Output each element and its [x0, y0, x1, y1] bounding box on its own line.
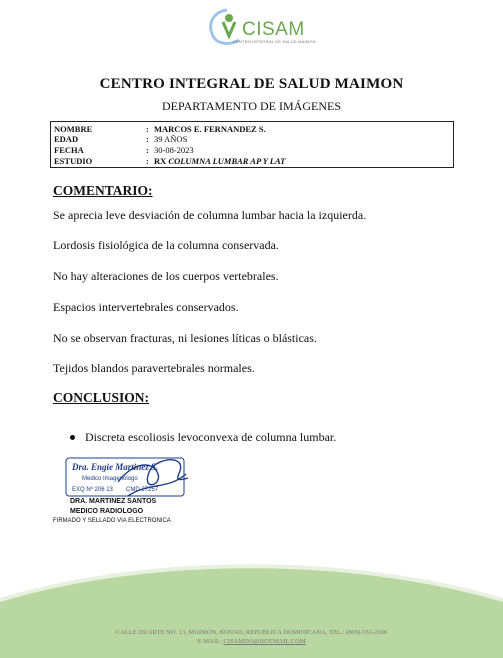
- nombre-value: MARCOS E. FERNANDEZ S.: [154, 124, 266, 134]
- estudio-value: [154, 156, 285, 166]
- stamp-cmd: CMD 27257: [126, 487, 159, 493]
- footer-email-line: [0, 638, 503, 645]
- footer-email[interactable]: CISAMDO@HOTMAIL.COM: [223, 638, 306, 645]
- comentario-line: Tejidos blandos paravertebrales normales.: [53, 361, 255, 375]
- separator: :: [146, 156, 149, 166]
- comentario-line: Espacios intervertebrales conservados.: [53, 300, 239, 314]
- cisam-logo: [205, 6, 325, 48]
- page-title: CENTRO INTEGRAL DE SALUD MAIMON: [99, 76, 404, 92]
- fecha-value: 30-08-2023: [154, 145, 194, 155]
- nombre-label: NOMBRE: [54, 124, 93, 134]
- bullet-icon: [70, 435, 75, 440]
- signature-note: FIRMADO Y SELLADO VIA ELECTRONICA: [53, 518, 171, 524]
- logo-subtitle: CENTRO INTEGRAL DE SALUD MAIMON: [233, 39, 316, 44]
- footer-address: CALLE DUARTE NO. 13, MAIMÓN, BONAO, REPUBLICA DOMINICANA, TEL.: (809)-551-2196: [115, 629, 388, 636]
- stamp-exq: EXQ Nº 206 13: [72, 487, 113, 493]
- separator: :: [146, 134, 149, 144]
- estudio-label: ESTUDIO: [54, 156, 93, 166]
- signer-title: MEDICO RADIOLOGO: [70, 508, 144, 515]
- signer-block: [70, 497, 156, 517]
- conclusion-heading: CONCLUSION:: [53, 390, 150, 405]
- estudio-prefix: RX: [154, 156, 167, 166]
- edad-label: EDAD: [54, 134, 79, 144]
- comentario-line: No hay alteraciones de los cuerpos vertebrales.: [53, 269, 279, 283]
- separator: :: [146, 145, 149, 155]
- conclusion-item: [70, 430, 336, 445]
- fecha-label: FECHA: [54, 145, 84, 155]
- edad-value: 39 AÑOS: [154, 134, 188, 144]
- comentario-line: Lordosis fisiológica de la columna conservada.: [53, 238, 279, 252]
- comentario-line: No se observan fracturas, ni lesiones líticas o blásticas.: [53, 331, 317, 345]
- logo-word: CISAM: [242, 19, 305, 40]
- conclusion-text: Discreta escoliosis levoconvexa de columna lumbar.: [85, 430, 337, 444]
- estudio-name: COLUMNA LUMBAR AP Y LAT: [168, 156, 286, 166]
- comentario-heading: COMENTARIO:: [53, 183, 153, 198]
- footer-email-label: E-MAIL:: [197, 638, 222, 645]
- comentario-line: Se aprecia leve desviación de columna lumbar hacia la izquierda.: [53, 208, 367, 222]
- stamp-name: Dra. Engie Martinez S.: [72, 462, 159, 472]
- stamp-title: Medico Imagenologo: [82, 476, 138, 482]
- patient-info-box: [50, 121, 454, 168]
- signer-name: DRA. MARTINEZ SANTOS: [70, 498, 157, 505]
- separator: :: [146, 124, 149, 134]
- department-title: DEPARTAMENTO DE IMÁGENES: [162, 99, 341, 113]
